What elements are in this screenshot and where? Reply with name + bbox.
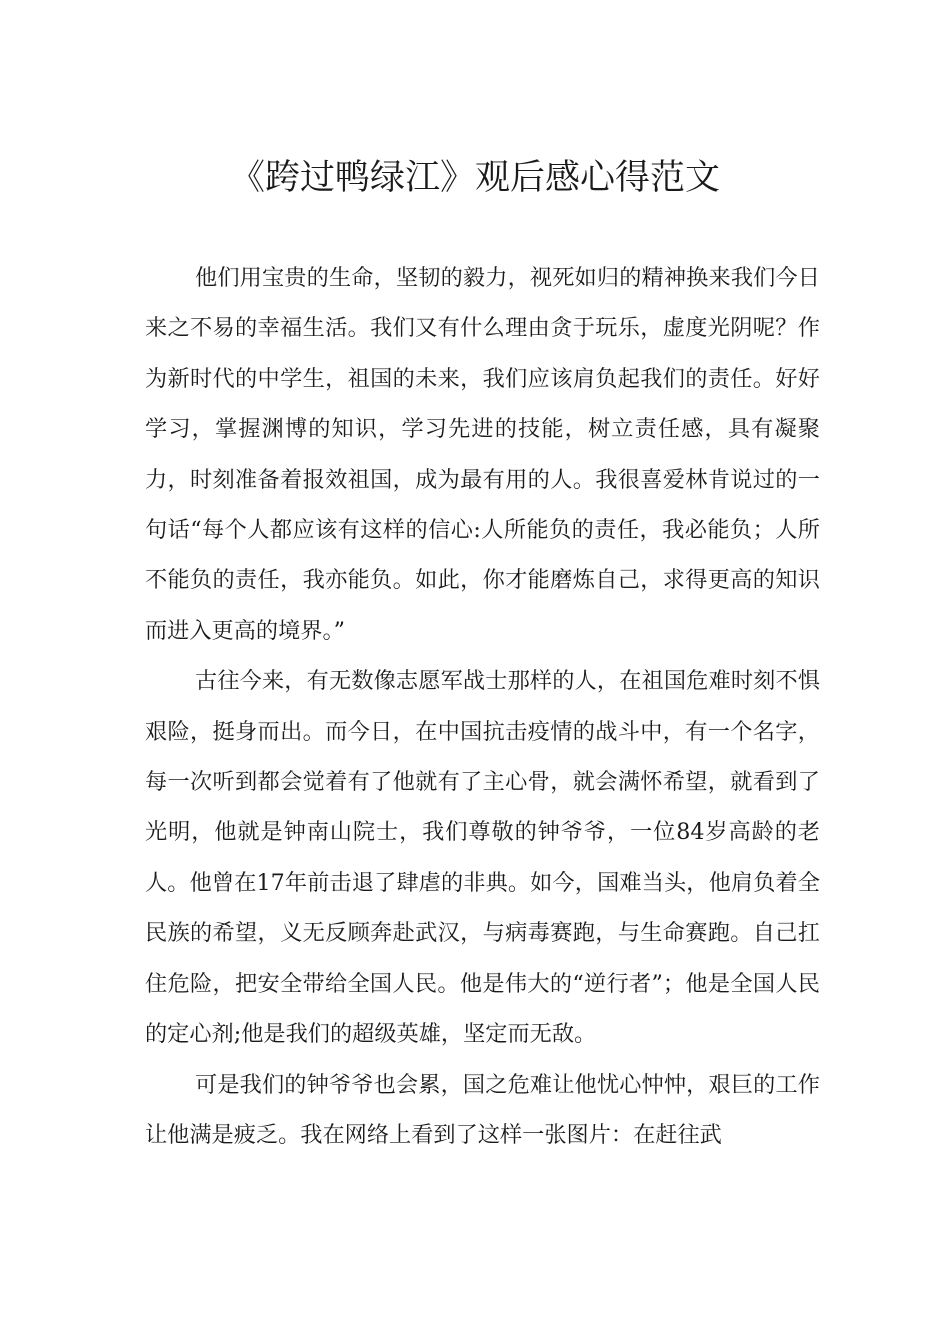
paragraph-3: 可是我们的钟爷爷也会累，国之危难让他忧心忡忡，艰巨的工作让他满是疲乏。我在网络上看到了这样一张图片：在赶往武 [145, 1071, 820, 1148]
document-body [145, 253, 820, 1160]
paragraph-2: 古往今来，有无数像志愿军战士那样的人，在祖国危难时刻不惧艰险，挺身而出。而今日，在中国抗击疫情的战斗中，有一个名字，每一次听到都会觉着有了他就有了主心骨，就会满怀希望，就看到了光明，他就是钟南山院士，我们尊敬的钟爷爷，一位84岁高龄的老人。他曾在17年前击退了肆虐的非典。如今，国难当头，他肩负着全民族的希望，义无反顾奔赴武汉，与病毒赛跑，与生命赛跑。自己扛住危险，把安全带给全国人民。他是伟大的“逆行者”；他是全国人民的定心剂;他是我们的超级英雄，坚定而无敌。 [145, 668, 820, 1048]
document-title: 《跨过鸭绿江》观后感心得范文 [229, 158, 720, 198]
paragraph-1: 他们用宝贵的生命，坚韧的毅力，视死如归的精神换来我们今日来之不易的幸福生活。我们又有什么理由贪于玩乐，虚度光阴呢？作为新时代的中学生，祖国的未来，我们应该肩负起我们的责任。好好学习，掌握渊博的知识，学习先进的技能，树立责任感，具有凝聚力，时刻准备着报效祖国，成为最有用的人。我很喜爱林肯说过的一句话“每个人都应该有这样的信心:人所能负的责任，我必能负；人所不能负的责任，我亦能负。如此，你才能磨炼自己，求得更高的知识而进入更高的境界。” [145, 265, 820, 644]
